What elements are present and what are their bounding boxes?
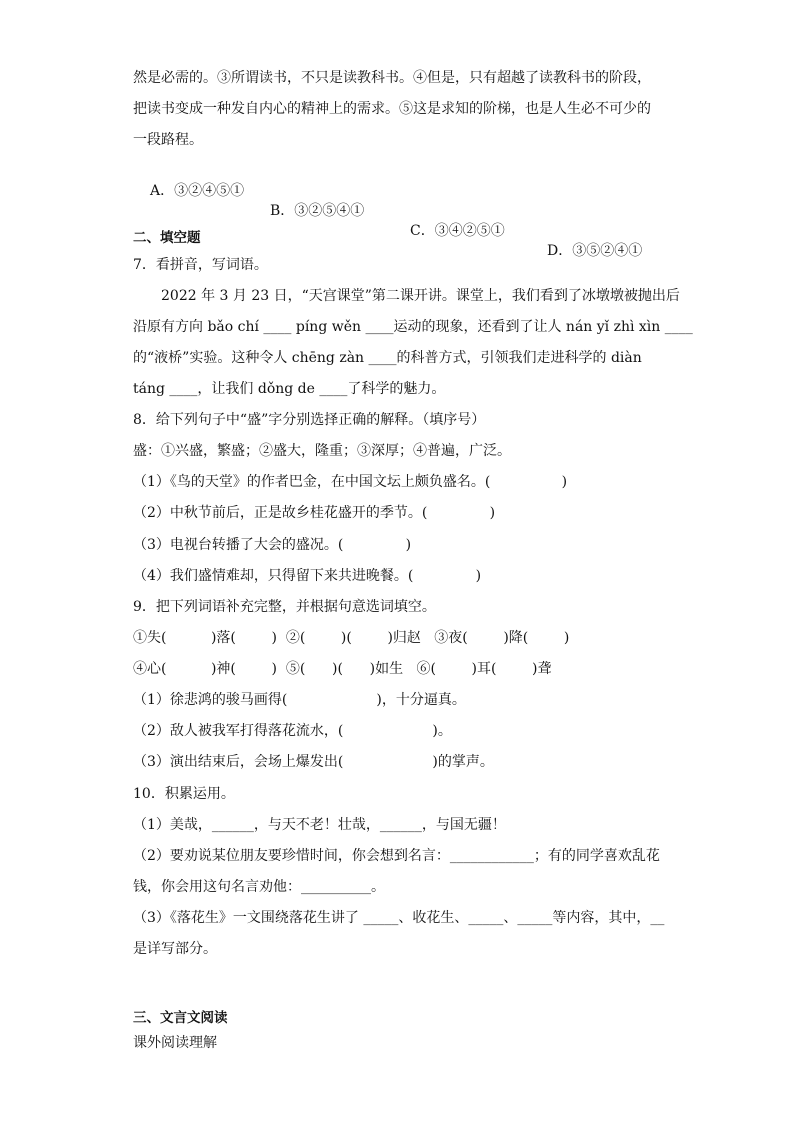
option-a: A．③②④⑤①	[150, 183, 245, 199]
option-b: B．③②⑤④①	[270, 203, 365, 219]
section-3-subtitle: 课外阅读理解	[133, 1035, 217, 1051]
q8-title: 8．给下列句子中“盛”字分别选择正确的解释。（填序号）	[133, 412, 486, 428]
q9-title: 9．把下列词语补充完整，并根据句意选词填空。	[133, 599, 436, 615]
q9-sentence-3: （3）演出结束后，会场上爆发出( )的掌声。	[133, 754, 494, 770]
q8-sentence-4: （4）我们盛情难却，只得留下来共进晚餐。( )	[133, 568, 482, 584]
q8-definitions: 盛：①兴盛，繁盛；②盛大，隆重；③深厚；④普遍，广泛。	[133, 443, 511, 459]
passage-line-2: 把读书变成一种发自内心的精神上的需求。⑤这是求知的阶梯，也是人生必不可少的	[133, 101, 651, 117]
q10-item-2-cont: 钱，你会用这句名言劝他：__________。	[133, 879, 385, 895]
section-2-title: 二、填空题	[133, 230, 201, 246]
passage-line-3: 一段路程。	[133, 132, 203, 148]
q10-item-2: （2）要劝说某位朋友要珍惜时间，你会想到名言：____________；有的同学喜欢乱花	[133, 848, 660, 864]
passage-line-1: 然是必需的。③所谓读书，不只是读教科书。④但是，只有超越了读教科书的阶段，	[133, 70, 651, 86]
q7-line-4: táng ____，让我们 dǒng de ____了科学的魅力。	[133, 381, 446, 397]
q7-line-3: 的“液桥”实验。这种令人 chēng zàn ____的科普方式，引领我们走进科学的 diàn	[133, 350, 642, 366]
section-3-title: 三、文言文阅读	[133, 1010, 228, 1026]
q9-sentence-2: （2）敌人被我军打得落花流水，( )。	[133, 723, 452, 739]
q10-item-1: （1）美哉，______，与天不老！壮哉，______，与国无疆！	[133, 817, 506, 833]
q7-title: 7．看拼音，写词语。	[133, 257, 268, 273]
q10-title: 10．积累运用。	[133, 786, 235, 802]
option-c: C．③④②⑤①	[410, 223, 505, 239]
q10-item-3: （3）《落花生》一文围绕落花生讲了 _____、收花生、_____、_____等内容，其中，__	[133, 910, 665, 926]
q9-words-row-1: ①失( )落( ) ②( )( )归赵 ③夜( )降( )	[133, 630, 570, 646]
q7-line-1: 2022 年 3 月 23 日，“天宫课堂”第二课开讲。课堂上，我们看到了冰墩墩被抛出后	[161, 288, 680, 304]
q9-words-row-2: ④心( )神( ) ⑤( )( )如生 ⑥( )耳( )聋	[133, 661, 552, 677]
q8-sentence-2: （2）中秋节前后，正是故乡桂花盛开的季节。( )	[133, 505, 496, 521]
q8-sentence-3: （3）电视台转播了大会的盛况。( )	[133, 537, 412, 553]
q10-item-3-cont: 是详写部分。	[133, 941, 217, 957]
q9-sentence-1: （1）徐悲鸿的骏马画得( )，十分逼真。	[133, 692, 466, 708]
q8-sentence-1: （1）《鸟的天堂》的作者巴金，在中国文坛上颇负盛名。( )	[133, 474, 568, 490]
option-d: D．③⑤②④①	[547, 243, 643, 259]
q7-line-2: 沿原有方向 bǎo chí ____ píng wěn ____运动的现象，还看到了让人 nán yǐ zhì xìn ____	[133, 319, 693, 335]
